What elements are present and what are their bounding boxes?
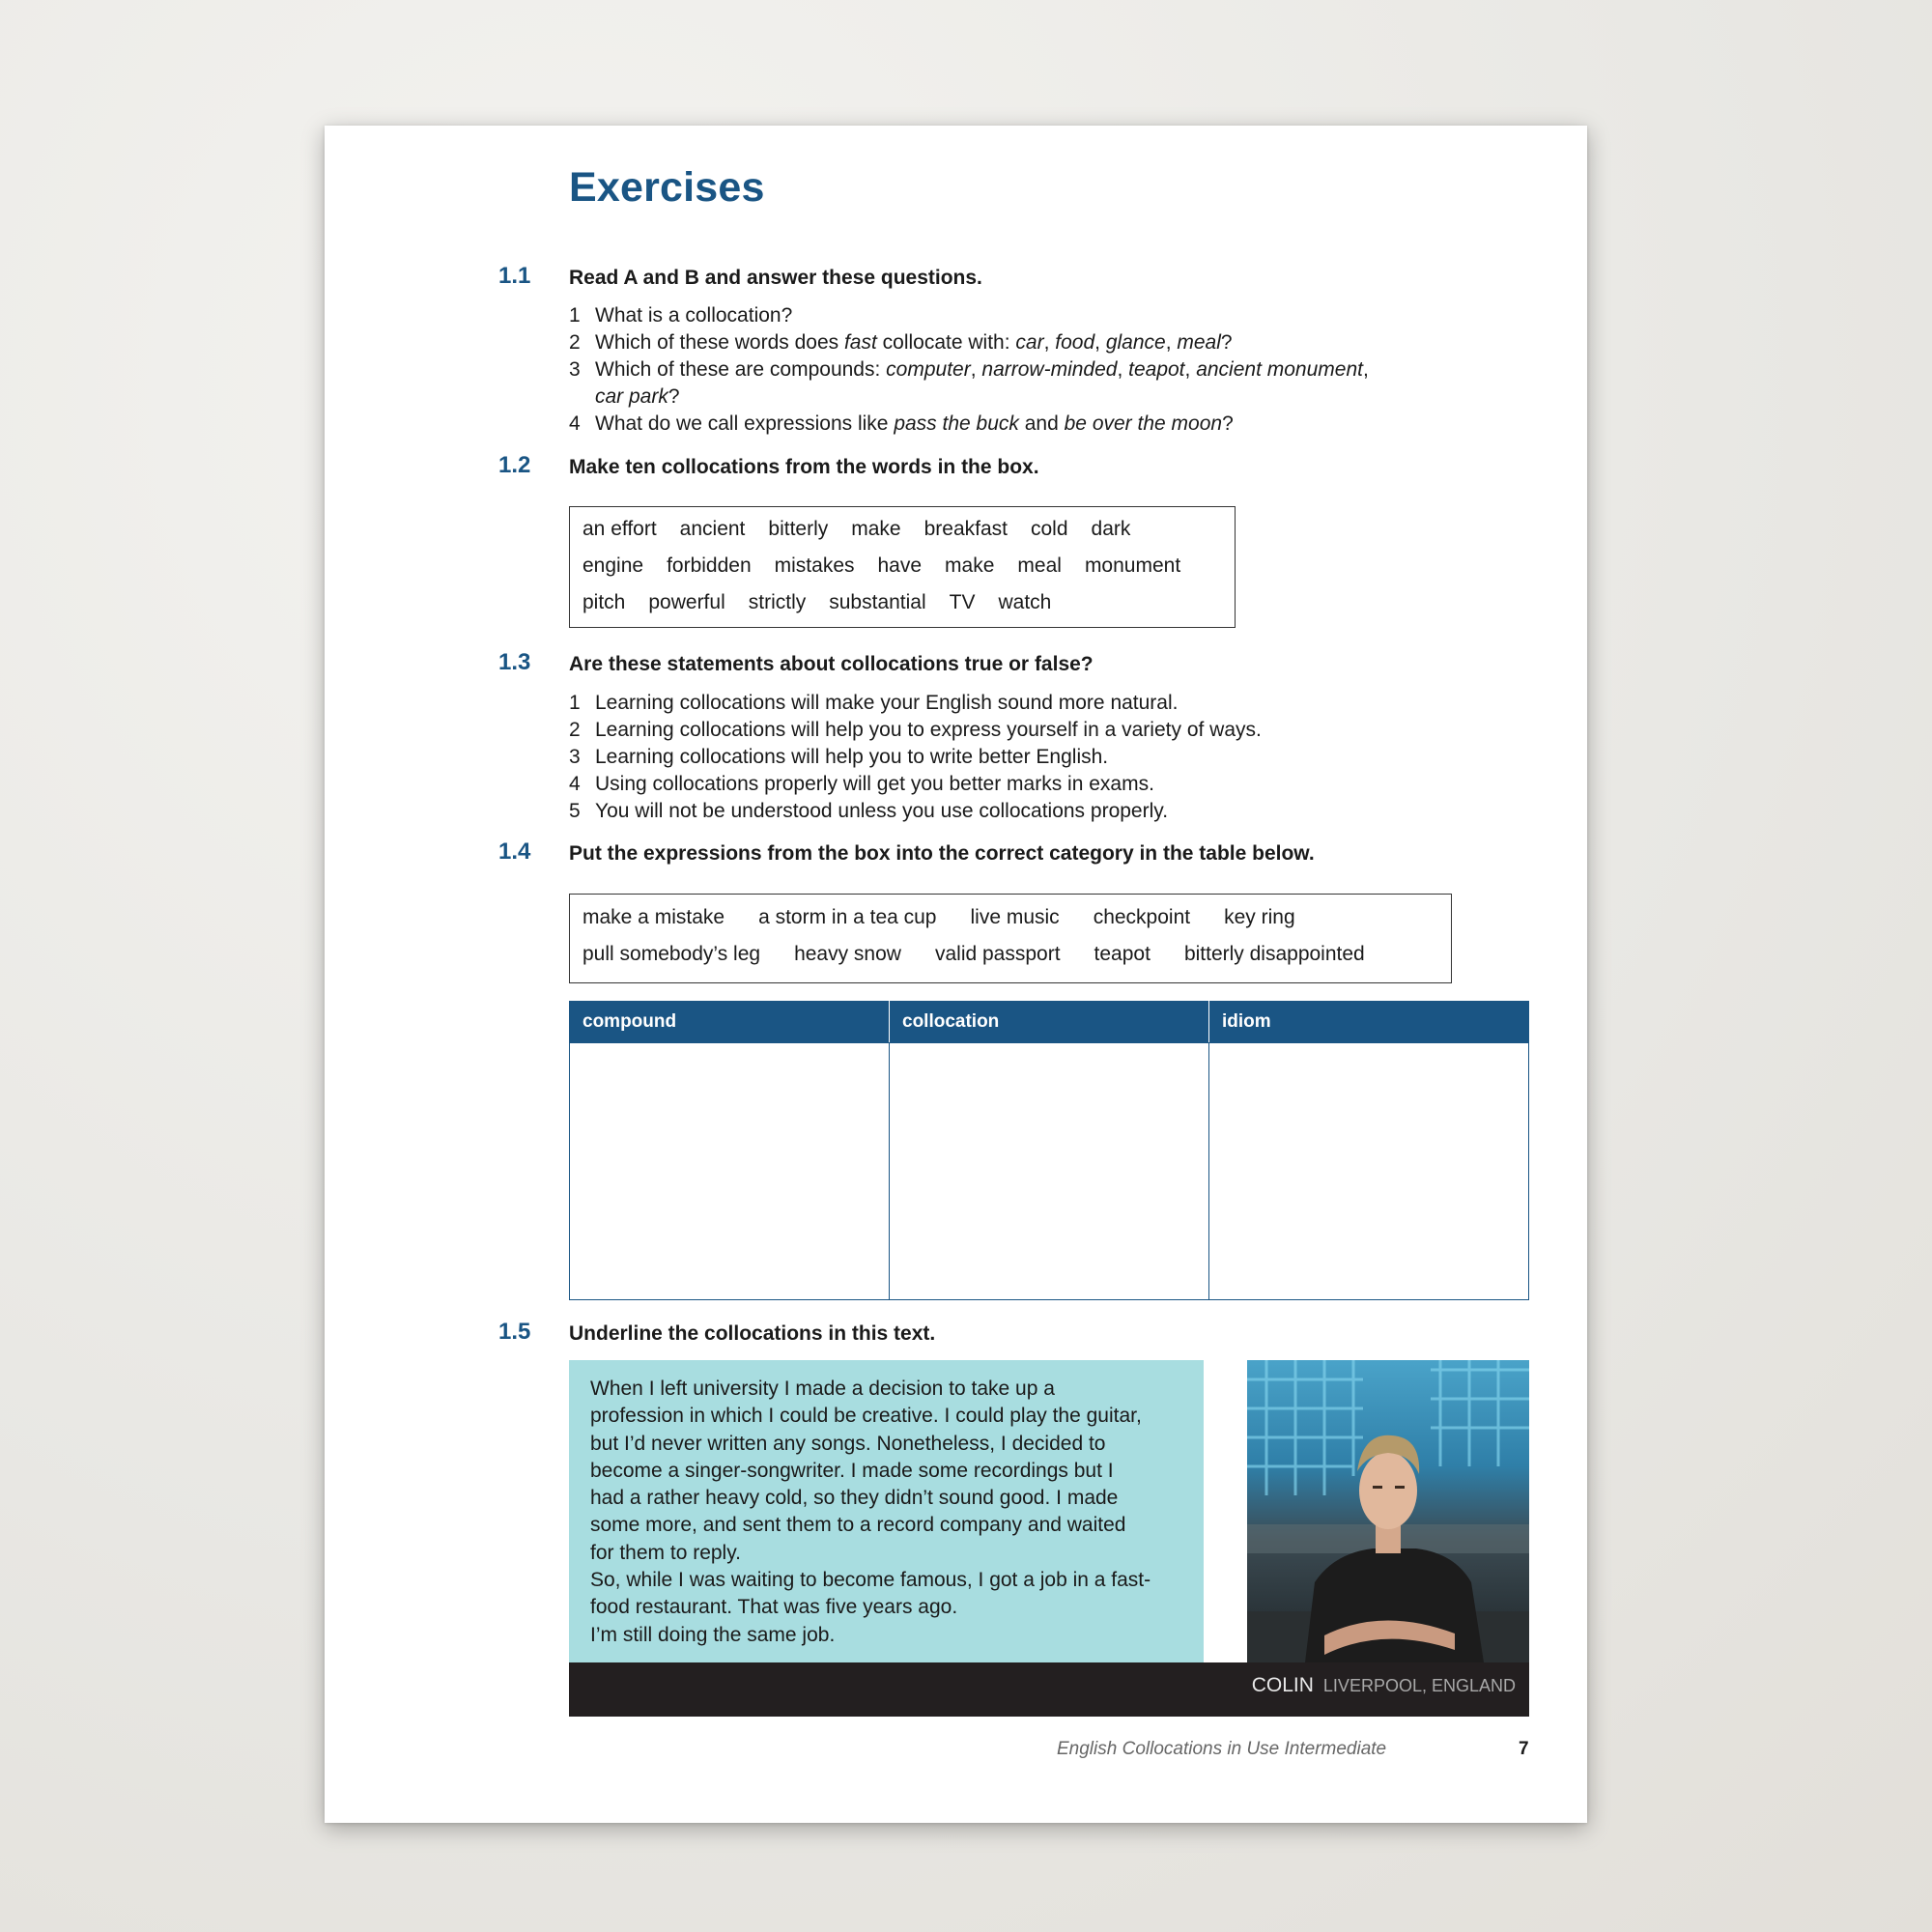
- caption-place: LIVERPOOL, ENGLAND: [1322, 1676, 1516, 1695]
- box-word: monument: [1084, 554, 1181, 577]
- list-item: 2 Learning collocations will help you to express yourself in a variety of ways.: [569, 717, 1438, 744]
- caption-name: COLIN: [1251, 1674, 1314, 1696]
- answer-cell-collocation[interactable]: [890, 1043, 1209, 1300]
- text-line: some more, and sent them to a record company and waited: [590, 1514, 1126, 1537]
- exercise-number-1-5: 1.5: [498, 1319, 531, 1345]
- exercise-heading-1-5: Underline the collocations in this text.: [569, 1322, 936, 1345]
- table-header-idiom: idiom: [1209, 1002, 1529, 1043]
- question-text: What is a collocation?: [595, 304, 793, 327]
- expression-box-1-4: [569, 894, 1452, 983]
- box-word: make: [945, 554, 995, 577]
- list-item: 3 Which of these are compounds: computer, narrow-minded, teapot, ancient monument, car park?: [569, 356, 1438, 411]
- list-item: 4 Using collocations properly will get you better marks in exams.: [569, 771, 1438, 798]
- box-word: mistakes: [774, 554, 855, 577]
- box-word: teapot: [1094, 943, 1151, 965]
- exercise-number-1-2: 1.2: [498, 452, 531, 478]
- box-word: powerful: [648, 591, 725, 613]
- question-text: What do we call expressions like pass the buck and be over the moon?: [595, 412, 1234, 435]
- statement-text: Learning collocations will help you to express yourself in a variety of ways.: [595, 719, 1262, 741]
- question-list-1-1: [569, 302, 1438, 438]
- box-word: make a mistake: [582, 906, 725, 928]
- box-word: cold: [1031, 518, 1068, 540]
- text-line: but I’d never written any songs. Nonetheless, I decided to: [590, 1432, 1106, 1455]
- list-item: 3 Learning collocations will help you to write better English.: [569, 744, 1438, 771]
- question-text: Which of these words does fast collocate with: car, food, glance, meal?: [595, 331, 1233, 354]
- box-word: bitterly: [768, 518, 829, 540]
- statement-text: Learning collocations will make your English sound more natural.: [595, 692, 1179, 714]
- statement-list-1-3: [569, 690, 1438, 825]
- list-item: 1 Learning collocations will make your English sound more natural.: [569, 690, 1438, 717]
- box-word: engine: [582, 554, 644, 577]
- reading-text-panel: [569, 1360, 1204, 1662]
- book-title-footer: English Collocations in Use Intermediate: [1057, 1739, 1387, 1759]
- box-word: heavy snow: [794, 943, 901, 965]
- question-text: Which of these are compounds: computer, narrow-minded, teapot, ancient monument, car park?: [595, 358, 1369, 408]
- box-word: watch: [998, 591, 1052, 613]
- portrait-photo: [1247, 1360, 1529, 1662]
- list-item: 2 Which of these words does fast collocate with: car, food, glance, meal?: [569, 329, 1438, 356]
- word-row: [582, 936, 1438, 973]
- box-word: substantial: [829, 591, 926, 613]
- text-line: I’m still doing the same job.: [590, 1623, 836, 1646]
- exercise-heading-1-1: Read A and B and answer these questions.: [569, 267, 982, 289]
- table-header-compound: compound: [570, 1002, 890, 1043]
- box-word: TV: [949, 591, 976, 613]
- text-line: When I left university I made a decision to take up a: [590, 1378, 1055, 1400]
- text-line: become a singer-songwriter. I made some recordings but I: [590, 1459, 1114, 1482]
- photo-caption: [1252, 1674, 1516, 1697]
- word-row: [582, 899, 1438, 936]
- workbook-page: [325, 126, 1587, 1823]
- list-item: 4 What do we call expressions like pass the buck and be over the moon?: [569, 411, 1438, 438]
- caption-bar: [569, 1662, 1529, 1717]
- page-title: Exercises: [569, 164, 765, 211]
- word-row: [582, 511, 1222, 548]
- box-word: valid passport: [934, 943, 1061, 965]
- exercise-heading-1-3: Are these statements about collocations true or false?: [569, 653, 1094, 675]
- text-line: food restaurant. That was five years ago.: [590, 1596, 958, 1619]
- box-word: strictly: [748, 591, 807, 613]
- box-word: pitch: [582, 591, 626, 613]
- statement-text: Using collocations properly will get you better marks in exams.: [595, 773, 1154, 795]
- text-line: profession in which I could be creative. I could play the guitar,: [590, 1405, 1142, 1428]
- word-box-1-2: [569, 506, 1236, 628]
- box-word: pull somebody’s leg: [582, 943, 761, 965]
- box-word: checkpoint: [1093, 906, 1191, 928]
- box-word: bitterly disappointed: [1183, 943, 1365, 965]
- exercise-heading-1-2: Make ten collocations from the words in the box.: [569, 456, 1039, 478]
- box-word: meal: [1017, 554, 1062, 577]
- statement-text: Learning collocations will help you to write better English.: [595, 746, 1109, 768]
- exercise-number-1-1: 1.1: [498, 263, 531, 289]
- list-item: 1 What is a collocation?: [569, 302, 1438, 329]
- box-word: make: [851, 518, 901, 540]
- answer-cell-idiom[interactable]: [1209, 1043, 1529, 1300]
- answer-cell-compound[interactable]: [570, 1043, 890, 1300]
- word-row: [582, 548, 1222, 584]
- box-word: breakfast: [923, 518, 1008, 540]
- table-header-collocation: collocation: [890, 1002, 1209, 1043]
- word-row: [582, 584, 1222, 621]
- box-word: a storm in a tea cup: [758, 906, 937, 928]
- exercise-number-1-3: 1.3: [498, 649, 531, 675]
- page-number: 7: [1519, 1739, 1529, 1759]
- exercise-number-1-4: 1.4: [498, 838, 531, 865]
- text-line: had a rather heavy cold, so they didn’t sound good. I made: [590, 1487, 1119, 1510]
- box-word: dark: [1091, 518, 1131, 540]
- text-line: So, while I was waiting to become famous, I got a job in a fast-: [590, 1569, 1151, 1592]
- box-word: an effort: [582, 518, 657, 540]
- box-word: forbidden: [667, 554, 752, 577]
- box-word: key ring: [1224, 906, 1295, 928]
- statement-text: You will not be understood unless you use collocations properly.: [595, 800, 1169, 822]
- box-word: live music: [970, 906, 1060, 928]
- box-word: have: [877, 554, 923, 577]
- box-word: ancient: [679, 518, 746, 540]
- category-table: [569, 1001, 1529, 1300]
- text-line: for them to reply.: [590, 1541, 742, 1564]
- list-item: 5 You will not be understood unless you use collocations properly.: [569, 798, 1438, 825]
- exercise-heading-1-4: Put the expressions from the box into the correct category in the table below.: [569, 842, 1315, 865]
